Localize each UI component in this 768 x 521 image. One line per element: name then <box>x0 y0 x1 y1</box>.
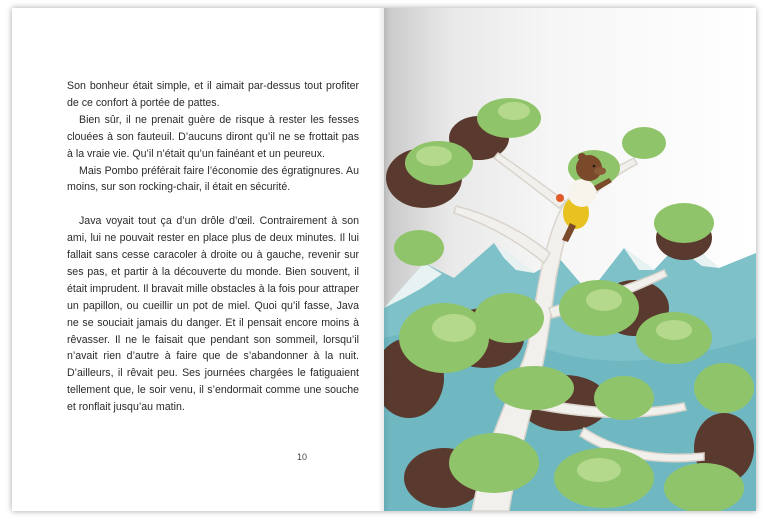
book-spread <box>12 8 756 511</box>
right-page <box>384 8 756 511</box>
tree-illustration <box>384 8 756 511</box>
left-page <box>12 8 384 511</box>
book-gutter <box>378 8 390 511</box>
paragraph: Bien sûr, il ne prenait guère de risque à rester les fesses clouées à son fauteuil. D’aucuns diront qu’il ne se frottait pas à la vraie vie. Qu’il n’était qu’un fainéant et un peureux. <box>67 113 359 160</box>
body-text <box>67 78 359 416</box>
page-number: 10 <box>296 452 307 462</box>
paragraph: Son bonheur était simple, et il aimait par-dessus tout profiter de ce confort à portée de pattes. <box>67 80 359 109</box>
paragraph: Mais Pombo préférait faire l’économie des égratignures. Au moins, sur son rocking-chair, il était en sécurité. <box>67 164 359 194</box>
paragraph: Java voyait tout ça d’un drôle d’œil. Contrairement à son ami, lui ne pouvait rester en place plus de deux minutes. Il lui fallait sans cesse caracoler à droite ou à gauche, revenir sur ses pas, et partir à la découverte du monde. Bien souvent, il était imprudent. Il bravait mille obstacles à la fois pour attraper un papillon, ou cueillir un pot de miel. Quoi qu’il fasse, Java ne se souciait jamais du danger. Et il pensait encore moins à rêvasser. Il ne le faisait que pendant son sommeil, lorsqu’il n’avait rien d’autre à faire que de s’abandonner à la nuit. D’ailleurs, il rêvait peu. Ses journées chargées le fatiguaient tellement que, le soir venu, il s’endormait comme une souche et ronflait jusqu’au matin. <box>67 215 359 414</box>
